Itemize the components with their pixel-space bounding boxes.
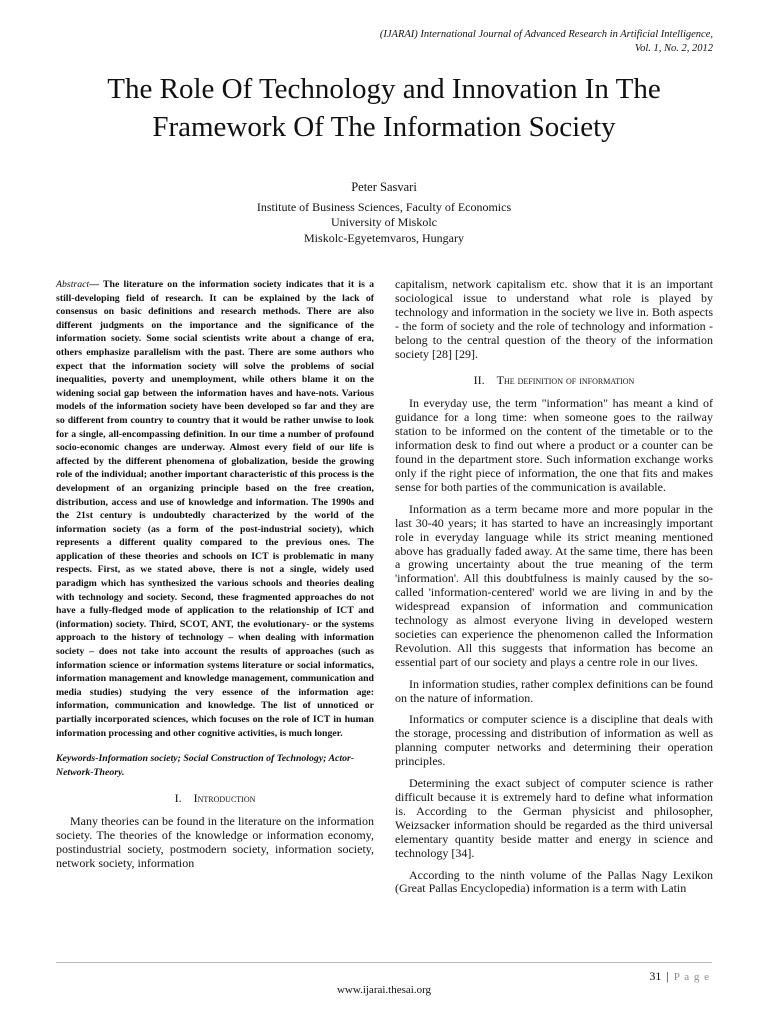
author-affiliation-location: Miskolc-Egyetemvaros, Hungary	[304, 230, 464, 245]
journal-volume: Vol. 1, No. 2, 2012	[634, 43, 713, 54]
author-affiliation-institute: Institute of Business Sciences, Faculty of Economics	[256, 200, 512, 215]
paper-title-line-2: Framework Of The Information Society	[152, 111, 616, 143]
section-title: Introduction	[193, 791, 256, 806]
footer-divider	[56, 962, 712, 963]
author-name: Peter Sasvari	[351, 180, 417, 194]
body-paragraph: In everyday use, the term "information" has meant a kind of guidance for a long time: when someone goes to the railway station to be informed on the content of the timetable or to the information desk to find out where a product or a counter can be found in the department store. Such information exchange works only if the right piece of information, the one that fits and makes sense for both parties of the communication is available.	[395, 396, 713, 494]
keywords: Keywords-Information society; Social Construction of Technology; Actor-Network-Theory.	[56, 753, 355, 778]
page-number-value: 31	[649, 969, 662, 983]
author-affiliation-university: University of Miskolc	[331, 215, 437, 230]
page-number	[649, 969, 710, 984]
section-title: The definition of information	[496, 373, 635, 388]
abstract	[56, 278, 374, 740]
body-paragraph: Informatics or computer science is a discipline that deals with the storage, processing and distribution of information as well as planning computer networks and determining their operation principles.	[395, 712, 713, 769]
introduction-paragraph: Many theories can be found in the literature on the information society. The theories of the knowledge or information economy, postindustrial society, postmodern society, information society, network society, information	[56, 814, 374, 871]
body-paragraph: Determining the exact subject of computer science is rather difficult because it is extremely hard to define what information is. According to the German physicist and philosopher, Weizsacker information should be regarded as the third universal elementary quantity beside matter and energy in science and technology [34].	[395, 776, 713, 860]
abstract-text: — The literature on the information society indicates that it is a still-developing field of research. It can be explained by the lack of consensus on basic definitions and research methods. There are also different judgments on the importance and the significance of the information society. Some social scientists write about a change of era, others emphasize parallelism with the past. There are some authors who expect that the information society will solve the problems of social inequalities, poverty and unemployment, while others blame it on the widening social gap between the information haves and have-nots. Various models of the information society have been developed so far and they are so different from country to country that it would be rather unwise to look for a single, all-encompassing definition. In our time a number of profound socio-economic changes are underway. Almost every field of our life is affected by the different phenomena of globalization, beside the growing role of the individual; another important characteristic of this process is the development of an organizing principle based on the free creation, distribution, access and use of knowledge and information. The 1990s and the 21st century is undoubtedly characterized by the world of the information society (as a form of the post-industrial society), which represents a different quality compared to the previous ones. The application of these theories and schools on ICT is problematic in many respects. First, as we stated above, there is not a single, widely used paradigm which has synthesized the various schools and theories dealing with technology and society. Second, these fragmented approaches do not have a fully-fledged mode of application to the relationship of ICT and (information) society. Third, SCOT, ANT, the evolutionary- or the systems approach to the history of technology – when dealing with information society – does not take into account the results of approaches (such as information science or information systems literature or social informatics, information management and knowledge management, communication and media studies) studying the very essence of the information age: information, communication and knowledge. The list of unnoticed or partially incorporated sciences, which focuses on the role of ICT in human information processing and other cognitive activities, is much longer.	[56, 279, 374, 739]
page-word: P a g e	[673, 971, 710, 983]
body-paragraph: In information studies, rather complex definitions can be found on the nature of information.	[395, 676, 713, 705]
introduction-continuation: capitalism, network capitalism etc. show that it is an important sociological issue to understand what role is played by technology and information in the society we live in. Both aspects - the form of society and the role of technology and information - belong to the central question of the theory of the information society [28] [29].	[395, 277, 713, 361]
page-number-separator: |	[666, 969, 669, 983]
journal-website: www.ijarai.thesai.org	[336, 984, 432, 996]
body-paragraph: According to the ninth volume of the Pallas Nagy Lexikon (Great Pallas Encyclopedia) information is a term with Latin	[395, 867, 713, 896]
section-number: II.	[473, 373, 485, 388]
section-heading-introduction	[56, 791, 374, 806]
right-column	[395, 278, 713, 904]
section-number: I.	[174, 791, 182, 806]
paper-title	[0, 70, 768, 146]
paper-title-line-1: The Role Of Technology and Innovation In The	[107, 73, 661, 105]
journal-name: (IJARAI) International Journal of Advanced Research in Artificial Intelligence,	[379, 29, 713, 40]
left-column	[56, 278, 374, 879]
body-paragraph: Information as a term became more and more popular in the last 30-40 years; it has started to have an increasingly important role in everyday language while its strict meaning mentioned above has gradually faded away. At the same time, there has been a growing uncertainty about the true meaning of the term 'information'. All this doubtfulness is mainly caused by the so-called 'information-centered' world we are living in and by the widespread expansion of information and communication technology as almost everyone living in developed western societies can experience the phenomenon called the Information Revolution. All this suggests that information has become an essential part of our society and plays a centre role in our lives.	[395, 501, 713, 669]
author-block	[0, 180, 768, 246]
abstract-label: Abstract	[56, 279, 90, 290]
journal-header	[253, 28, 713, 56]
section-heading-definition	[395, 373, 713, 388]
